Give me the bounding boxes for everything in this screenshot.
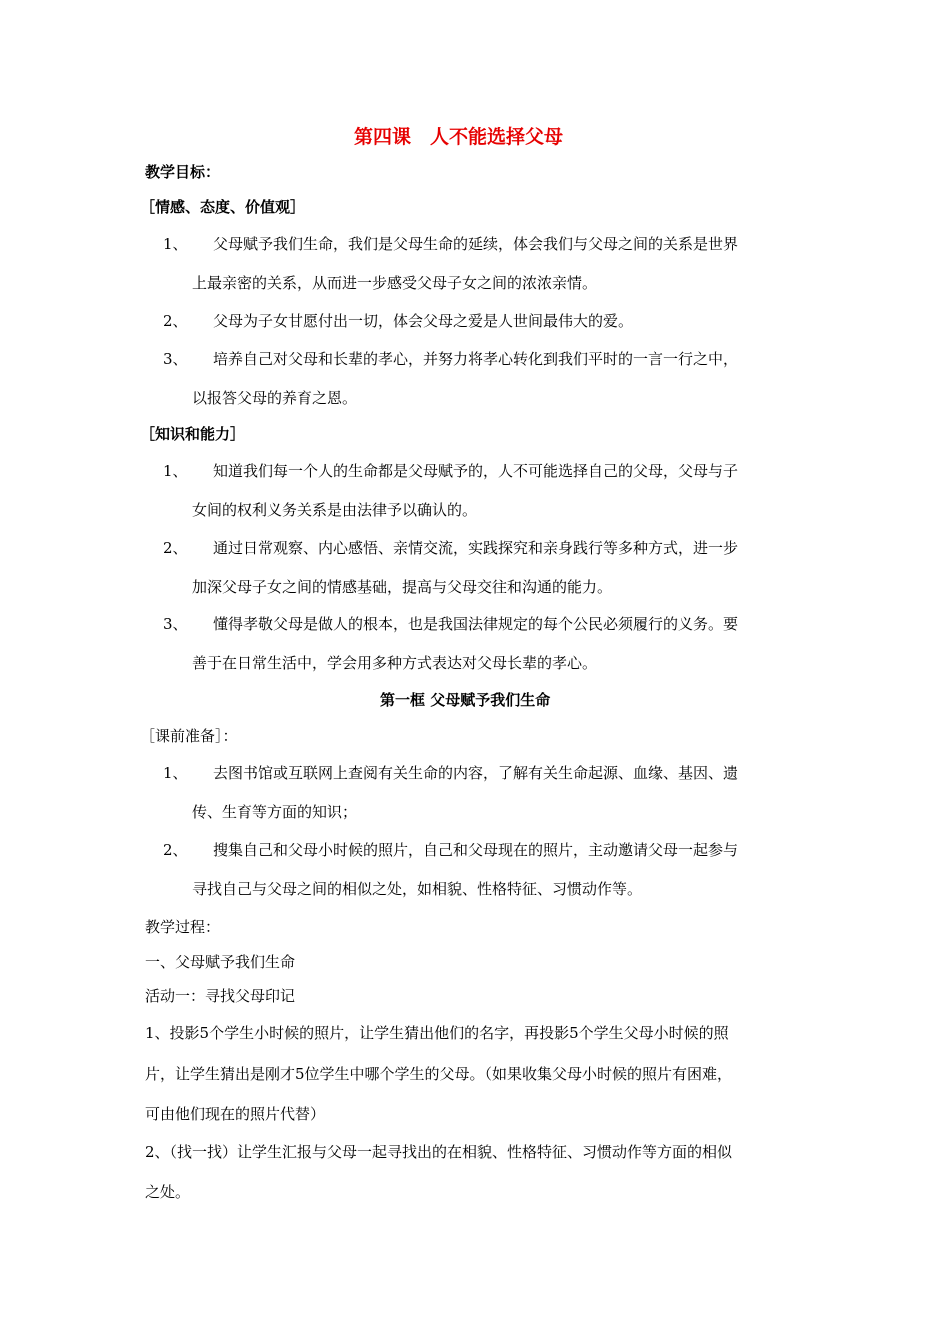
emotion-heading: ［情感、态度、价值观］ — [140, 198, 306, 216]
list-item-text: 懂得孝敬父母是做人的根本，也是我国法律规定的每个公民必须履行的义务。要 — [213, 615, 739, 633]
list-number: 3、 — [163, 615, 188, 633]
step-2-text: 2、（找一找）让学生汇报与父母一起寻找出的在相貌、性格特征、习惯动作等方面的相似 — [145, 1143, 733, 1161]
list-item-text: 加深父母子女之间的情感基础，提高与父母交往和沟通的能力。 — [192, 578, 613, 596]
list-number: 3、 — [163, 350, 188, 368]
knowledge-heading: ［知识和能力］ — [140, 425, 246, 443]
list-item-text: 父母赋予我们生命，我们是父母生命的延续，体会我们与父母之间的关系是世界 — [213, 235, 739, 253]
list-number: 2、 — [163, 841, 188, 859]
step-1-text: 片，让学生猜出是刚才5位学生中哪个学生的父母。（如果收集父母小时候的照片有困难， — [145, 1065, 733, 1083]
list-item-text: 知道我们每一个人的生命都是父母赋予的，人不可能选择自己的父母，父母与子 — [213, 462, 739, 480]
list-item-text: 去图书馆或互联网上查阅有关生命的内容，了解有关生命起源、血缘、基因、遗 — [213, 764, 739, 782]
list-item-text: 培养自己对父母和长辈的孝心，并努力将孝心转化到我们平时的一言一行之中， — [213, 350, 739, 368]
activity-1: 活动一：寻找父母印记 — [145, 987, 296, 1005]
list-item-text: 寻找自己与父母之间的相似之处，如相貌、性格特征、习惯动作等。 — [192, 880, 643, 898]
list-item-text: 以报答父母的养育之恩。 — [192, 389, 358, 407]
list-item-text: 女间的权利义务关系是由法律予以确认的。 — [192, 501, 478, 519]
list-number: 1、 — [163, 235, 188, 253]
step-1-text: 1、投影5个学生小时候的照片，让学生猜出他们的名字，再投影5个学生父母小时候的照 — [145, 1024, 729, 1042]
objectives-heading: 教学目标： — [145, 163, 221, 181]
list-number: 1、 — [163, 462, 188, 480]
step-2-text: 之处。 — [145, 1183, 191, 1201]
list-number: 2、 — [163, 539, 188, 557]
list-item-text: 传、生育等方面的知识； — [192, 803, 358, 821]
list-item-text: 善于在日常生活中，学会用多种方式表达对父母长辈的孝心。 — [192, 654, 598, 672]
process-heading: 教学过程： — [145, 918, 221, 936]
list-item-text: 上最亲密的关系，从而进一步感受父母子女之间的浓浓亲情。 — [192, 274, 598, 292]
section-subtitle: 第一框 父母赋予我们生命 — [380, 691, 551, 709]
list-item-text: 搜集自己和父母小时候的照片，自己和父母现在的照片，主动邀请父母一起参与 — [213, 841, 739, 859]
list-number: 1、 — [163, 764, 188, 782]
process-part-1: 一、父母赋予我们生命 — [145, 953, 296, 971]
page-title: 第四课 人不能选择父母 — [354, 126, 564, 148]
list-item-text: 通过日常观察、内心感悟、亲情交流，实践探究和亲身践行等多种方式，进一步 — [213, 539, 739, 557]
list-item-text: 父母为子女甘愿付出一切，体会父母之爱是人世间最伟大的爱。 — [213, 312, 634, 330]
step-1-text: 可由他们现在的照片代替） — [145, 1105, 326, 1123]
list-number: 2、 — [163, 312, 188, 330]
prep-heading: ［课前准备］： — [140, 727, 238, 745]
